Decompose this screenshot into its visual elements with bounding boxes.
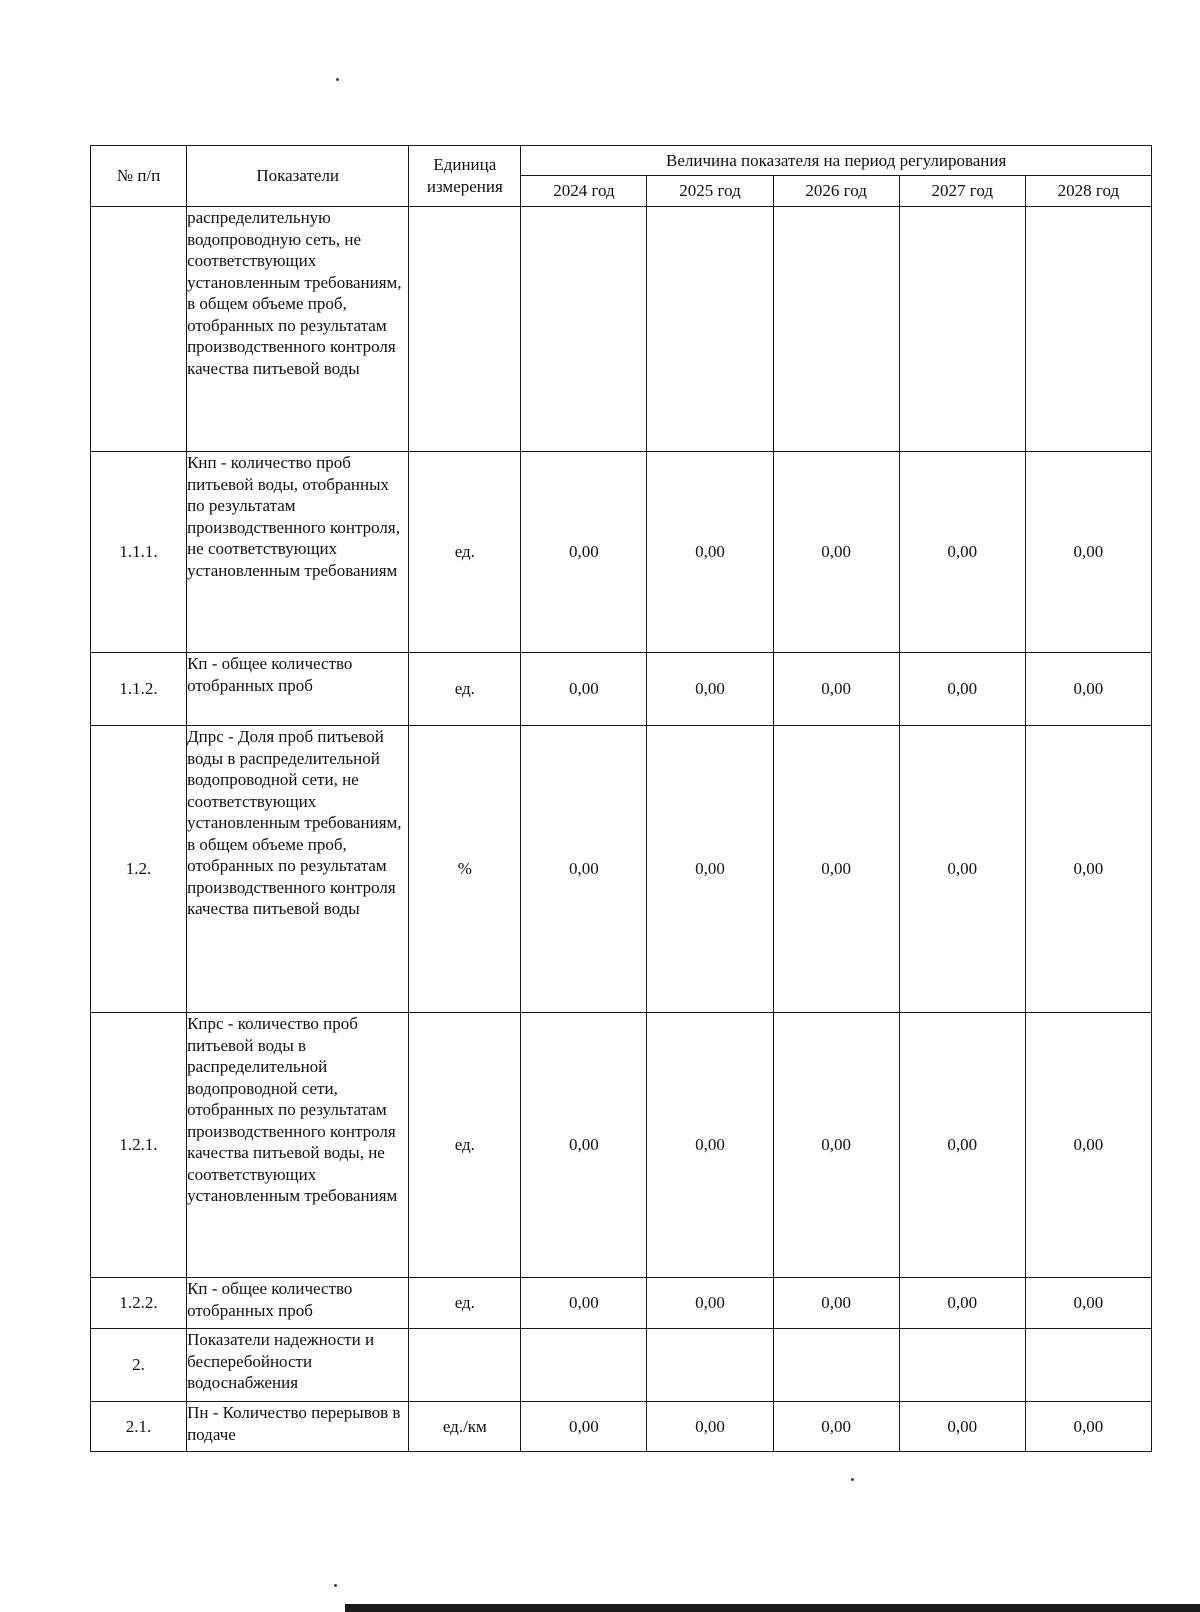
row-value-2028: 0,00 <box>1025 1402 1151 1452</box>
row-value-2028: 0,00 <box>1025 1013 1151 1278</box>
row-unit: % <box>409 726 521 1013</box>
row-value-2025: 0,00 <box>647 726 773 1013</box>
row-value-2026: 0,00 <box>773 1013 899 1278</box>
header-indicator: Показатели <box>187 146 409 207</box>
table-row <box>91 653 1152 726</box>
row-value-2027: 0,00 <box>899 726 1025 1013</box>
row-indicator: Дпрс - Доля проб питьевой воды в распределительной водопроводной сети, не соответствующих установленным требованиям, в общем объеме проб, отобранных по результатам производственного контроля качества питьевой воды <box>187 726 409 1013</box>
row-value-2027: 0,00 <box>899 1402 1025 1452</box>
row-unit <box>409 1329 521 1402</box>
row-value-2026: 0,00 <box>773 1402 899 1452</box>
row-indicator: Кпрс - количество проб питьевой воды в распределительной водопроводной сети, отобранных по результатам производственного контроля качества питьевой воды, не соответствующих установленным требованиям <box>187 1013 409 1278</box>
row-value-2028: 0,00 <box>1025 726 1151 1013</box>
table-row <box>91 452 1152 653</box>
row-unit: ед./км <box>409 1402 521 1452</box>
row-number: 1.2.1. <box>91 1013 187 1278</box>
header-year-2026: 2026 год <box>773 175 899 206</box>
row-number: 1.1.1. <box>91 452 187 653</box>
scan-speck <box>851 1478 854 1481</box>
row-number: 1.2.2. <box>91 1278 187 1329</box>
scan-edge-bar <box>345 1604 1200 1612</box>
row-value-2025: 0,00 <box>647 653 773 726</box>
row-value-2026: 0,00 <box>773 452 899 653</box>
row-value-2026 <box>773 207 899 452</box>
row-indicator: Кп - общее количество отобранных проб <box>187 653 409 726</box>
header-row-top <box>91 146 1152 176</box>
table-row <box>91 1329 1152 1402</box>
row-value-2025: 0,00 <box>647 1013 773 1278</box>
row-unit: ед. <box>409 653 521 726</box>
row-value-2027: 0,00 <box>899 653 1025 726</box>
row-value-2024: 0,00 <box>521 452 647 653</box>
row-indicator: распределительную водопроводную сеть, не соответствующих установленным требованиям, в общем объеме проб, отобранных по результатам производственного контроля качества питьевой воды <box>187 207 409 452</box>
row-indicator: Показатели надежности и бесперебойности водоснабжения <box>187 1329 409 1402</box>
row-value-2026: 0,00 <box>773 1278 899 1329</box>
header-year-2027: 2027 год <box>899 175 1025 206</box>
row-indicator: Кнп - количество проб питьевой воды, отобранных по результатам производственного контроля, не соответствующих установленным требованиям <box>187 452 409 653</box>
table-row <box>91 1278 1152 1329</box>
row-value-2027: 0,00 <box>899 1013 1025 1278</box>
row-value-2026: 0,00 <box>773 653 899 726</box>
row-number: 2. <box>91 1329 187 1402</box>
table-row <box>91 726 1152 1013</box>
row-value-2024 <box>521 207 647 452</box>
table-row <box>91 1013 1152 1278</box>
table-body <box>91 207 1152 1452</box>
row-number <box>91 207 187 452</box>
row-value-2025: 0,00 <box>647 452 773 653</box>
header-num: № п/п <box>91 146 187 207</box>
row-value-2024: 0,00 <box>521 653 647 726</box>
row-value-2024: 0,00 <box>521 726 647 1013</box>
row-value-2028 <box>1025 1329 1151 1402</box>
header-period: Величина показателя на период регулирования <box>521 146 1152 176</box>
row-value-2025 <box>647 207 773 452</box>
row-unit <box>409 207 521 452</box>
row-value-2028: 0,00 <box>1025 653 1151 726</box>
row-value-2028: 0,00 <box>1025 1278 1151 1329</box>
table-row <box>91 1402 1152 1452</box>
indicators-table <box>90 145 1152 1452</box>
row-value-2028 <box>1025 207 1151 452</box>
row-value-2026 <box>773 1329 899 1402</box>
row-number: 2.1. <box>91 1402 187 1452</box>
header-year-2025: 2025 год <box>647 175 773 206</box>
row-number: 1.1.2. <box>91 653 187 726</box>
row-value-2027 <box>899 1329 1025 1402</box>
row-value-2024: 0,00 <box>521 1013 647 1278</box>
row-unit: ед. <box>409 452 521 653</box>
row-value-2025: 0,00 <box>647 1278 773 1329</box>
table-row <box>91 207 1152 452</box>
row-unit: ед. <box>409 1013 521 1278</box>
scan-speck <box>336 78 339 81</box>
row-value-2027: 0,00 <box>899 452 1025 653</box>
row-value-2024: 0,00 <box>521 1402 647 1452</box>
row-value-2024 <box>521 1329 647 1402</box>
row-value-2028: 0,00 <box>1025 452 1151 653</box>
row-number: 1.2. <box>91 726 187 1013</box>
row-unit: ед. <box>409 1278 521 1329</box>
row-value-2027: 0,00 <box>899 1278 1025 1329</box>
header-year-2028: 2028 год <box>1025 175 1151 206</box>
row-value-2026: 0,00 <box>773 726 899 1013</box>
row-value-2025: 0,00 <box>647 1402 773 1452</box>
table-header <box>91 146 1152 207</box>
header-year-2024: 2024 год <box>521 175 647 206</box>
row-value-2025 <box>647 1329 773 1402</box>
scan-speck <box>334 1584 337 1587</box>
row-indicator: Кп - общее количество отобранных проб <box>187 1278 409 1329</box>
row-value-2027 <box>899 207 1025 452</box>
row-indicator: Пн - Количество перерывов в подаче <box>187 1402 409 1452</box>
header-unit: Единица измерения <box>409 146 521 207</box>
row-value-2024: 0,00 <box>521 1278 647 1329</box>
